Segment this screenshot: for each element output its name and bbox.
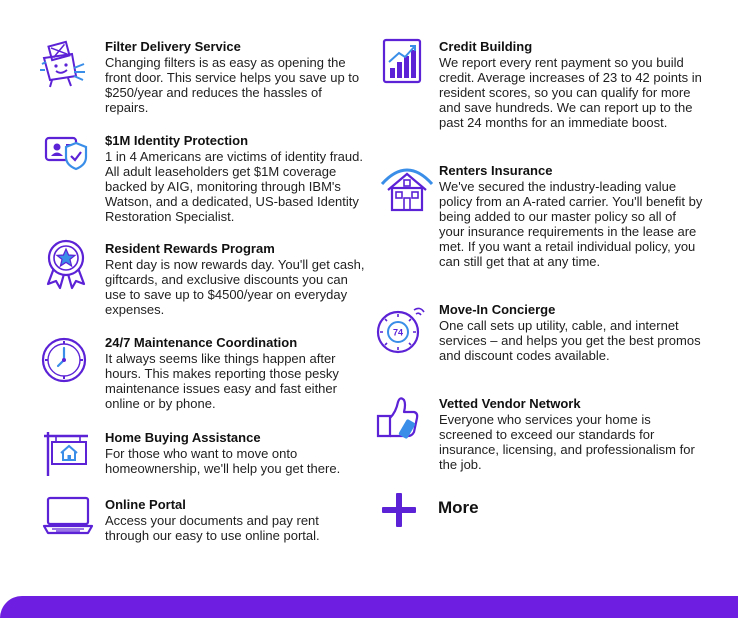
maintenance-card xyxy=(105,335,365,411)
online-portal-card xyxy=(105,497,365,543)
card-title: Online Portal xyxy=(105,497,186,512)
filter-delivery-card xyxy=(105,39,365,115)
card-title: Filter Delivery Service xyxy=(105,39,241,54)
card-title: $1M Identity Protection xyxy=(105,133,249,148)
card-description: It always seems like things happen after hours. This makes reporting those pesky maintenance issues easy and fast either online or by phone. xyxy=(105,351,339,411)
clock-icon xyxy=(40,336,88,384)
rewards-card xyxy=(105,241,365,317)
more-link[interactable]: More xyxy=(438,498,479,517)
move-in-concierge-card xyxy=(439,302,704,363)
rewards-ribbon-icon xyxy=(44,238,88,290)
identity-protection-card xyxy=(105,133,365,224)
laptop-icon xyxy=(42,496,94,536)
card-title: Renters Insurance xyxy=(439,163,553,178)
thermostat-icon xyxy=(374,302,426,354)
card-description: One call sets up utility, cable, and internet services – and helps you get the best promos and discount codes available. xyxy=(439,318,701,363)
credit-building-card xyxy=(439,39,704,130)
card-description: Everyone who services your home is screened to exceed our standards for insurance, licensing, and professionalism for the job. xyxy=(439,412,695,472)
insured-house-icon xyxy=(378,162,436,214)
thermostat-value: 74 xyxy=(392,327,404,338)
identity-protection-icon xyxy=(44,133,90,171)
home-sign-icon xyxy=(42,430,92,478)
card-description: Rent day is now rewards day. You'll get cash, giftcards, and exclusive discounts you can use to save up to $4500/year on everyday expenses. xyxy=(105,257,365,317)
card-description: 1 in 4 Americans are victims of identity fraud. All adult leaseholders get $1M coverage backed by AIG, monitoring through IBM's Watson, and a dedicated, US-based Identity Restoration Specialist. xyxy=(105,149,363,224)
renters-insurance-card xyxy=(439,163,704,269)
card-title: Home Buying Assistance xyxy=(105,430,261,445)
card-title: Vetted Vendor Network xyxy=(439,396,581,411)
card-description: We report every rent payment so you build credit. Average increases of 23 to 42 points in resident scores, so you can qualify for more and save hundreds. We can report up to the past 24 months for an immediate boost. xyxy=(439,55,702,130)
plus-icon[interactable] xyxy=(380,491,418,529)
card-title: Resident Rewards Program xyxy=(105,241,275,256)
card-title: Move-In Concierge xyxy=(439,302,556,317)
filter-delivery-icon xyxy=(38,40,88,90)
card-title: Credit Building xyxy=(439,39,533,54)
card-description: Access your documents and pay rent through our easy to use online portal. xyxy=(105,513,320,543)
card-title: 24/7 Maintenance Coordination xyxy=(105,335,298,350)
thumbs-up-icon xyxy=(374,394,420,442)
credit-chart-icon xyxy=(382,38,422,84)
vetted-vendor-card xyxy=(439,396,704,472)
card-description: For those who want to move onto homeownership, we'll help you get there. xyxy=(105,446,341,476)
card-description: Changing filters is as easy as opening the front door. This service helps you save up to $250/year and reduces the hassles of repairs. xyxy=(105,55,360,115)
home-buying-card xyxy=(105,430,365,476)
card-description: We've secured the industry-leading value policy from an A-rated carrier. You'll benefit by being added to our master policy so all of your insurance requirements in the lease are met. If you want a retail individual policy, you can still get that at any time. xyxy=(439,179,703,269)
footer-band xyxy=(0,596,738,618)
